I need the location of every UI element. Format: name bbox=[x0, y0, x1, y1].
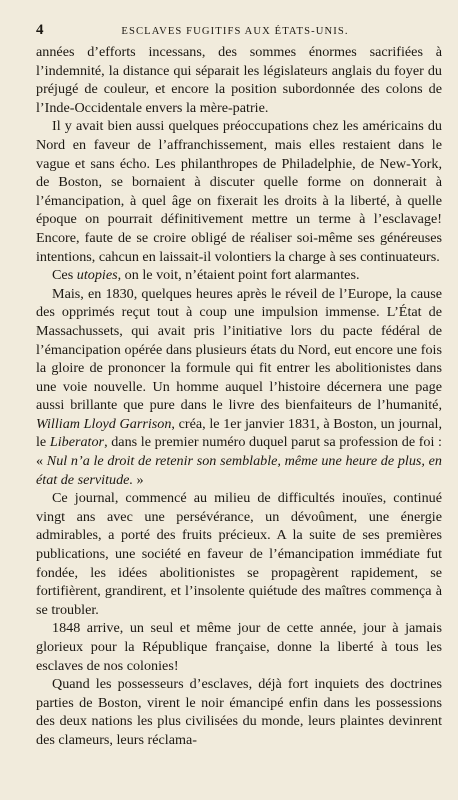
paragraph-4-text-d: » bbox=[133, 471, 144, 488]
page-number: 4 bbox=[36, 22, 44, 38]
paragraph-1: années d’efforts incessans, des sommes énormes sacrifiées à l’indemnité, la distance qui séparait les législateurs anglais du foyer du préjugé de couleur, et encore la position subordonnée des colons de l’Inde-Occidentale envers la mère-patrie. bbox=[36, 44, 442, 116]
italic-liberator: Liberator bbox=[49, 434, 105, 451]
paragraph-4-text-c: , dans le premier numéro duquel parut sa profession de foi : « bbox=[36, 434, 442, 470]
running-title: ESCLAVES FUGITIFS AUX ÉTATS-UNIS. bbox=[121, 26, 349, 37]
paragraph-4 bbox=[36, 285, 442, 490]
italic-utopies: utopies bbox=[76, 267, 118, 284]
paragraph-2: Il y avait bien aussi quelques préoccupations chez les américains du Nord en faveur de l’affranchissement, mais elles restaient dans le vague et sans écho. Les philanthropes de Philadelphie, de New-York, de Boston, se bornaient à discuter quelle forme on donnerait à l’émancipation, à quel âge on fixerait les droits à la liberté, à quelle époque on pourrait définitivement mettre un terme à l’esclavage! Encore, faute de se croire obligé de réaliser soi-même ses généreuses intentions, cahcun en laissait-il volontiers la charge à ses continuateurs. bbox=[36, 118, 442, 265]
paragraph-5: Ce journal, commencé au milieu de difficultés inouïes, continué vingt ans avec une persévérance, un dévoûment, une énergie admirables, a porté des fruits précieux. A la suite de ses premières publications, une société en faveur de l’émancipation immédiate fut fondée, les idées abolitionistes se propagèrent rapidement, se fortifièrent, grandirent, et l’insolente quiétude des maîtres commença à se troubler. bbox=[36, 490, 442, 618]
italic-garrison-name: William Lloyd Garrison bbox=[36, 415, 172, 432]
paragraph-7: Quand les possesseurs d’esclaves, déjà fort inquiets des doctrines parties de Boston, virent le noir émancipé enfin dans les possessions des deux nations les plus civilisées du monde, leurs plaintes devinrent des clameurs, leurs réclama- bbox=[36, 676, 442, 748]
paragraph-6: 1848 arrive, un seul et même jour de cette année, jour à jamais glorieux pour la République française, donne la liberté à tous les esclaves de nos colonies! bbox=[36, 620, 442, 674]
page-header bbox=[36, 22, 434, 39]
paragraph-3-text-b: , on le voit, n’étaient point fort alarmantes. bbox=[117, 267, 360, 284]
italic-quote: Nul n’a le droit de retenir son semblable, même une heure de plus, en état de servitude. bbox=[36, 453, 443, 488]
body-text bbox=[36, 43, 442, 750]
paragraph-3-text-a: Ces bbox=[52, 267, 77, 284]
paragraph-4-text-b: , créa, le 1er janvier 1831, à Boston, un journal, le bbox=[36, 415, 442, 451]
paragraph-3 bbox=[36, 266, 442, 285]
paragraph-4-text-a: Mais, en 1830, quelques heures après le réveil de l’Europe, la cause des opprimés reçut tout à coup une impulsion immense. L’État de Massachussets, qui avait pris l’initiative lors du pacte fédéral de l’émancipation opérée dans plusieurs états du Nord, eut encore une fois la gloire de prononcer la formule qui fit entrer les abolitionistes dans une voie nouvelle. Un homme auquel l’histoire décernera une page aussi brillante que pure dans le livre des bienfaiteurs de l’humanité, bbox=[36, 285, 442, 414]
